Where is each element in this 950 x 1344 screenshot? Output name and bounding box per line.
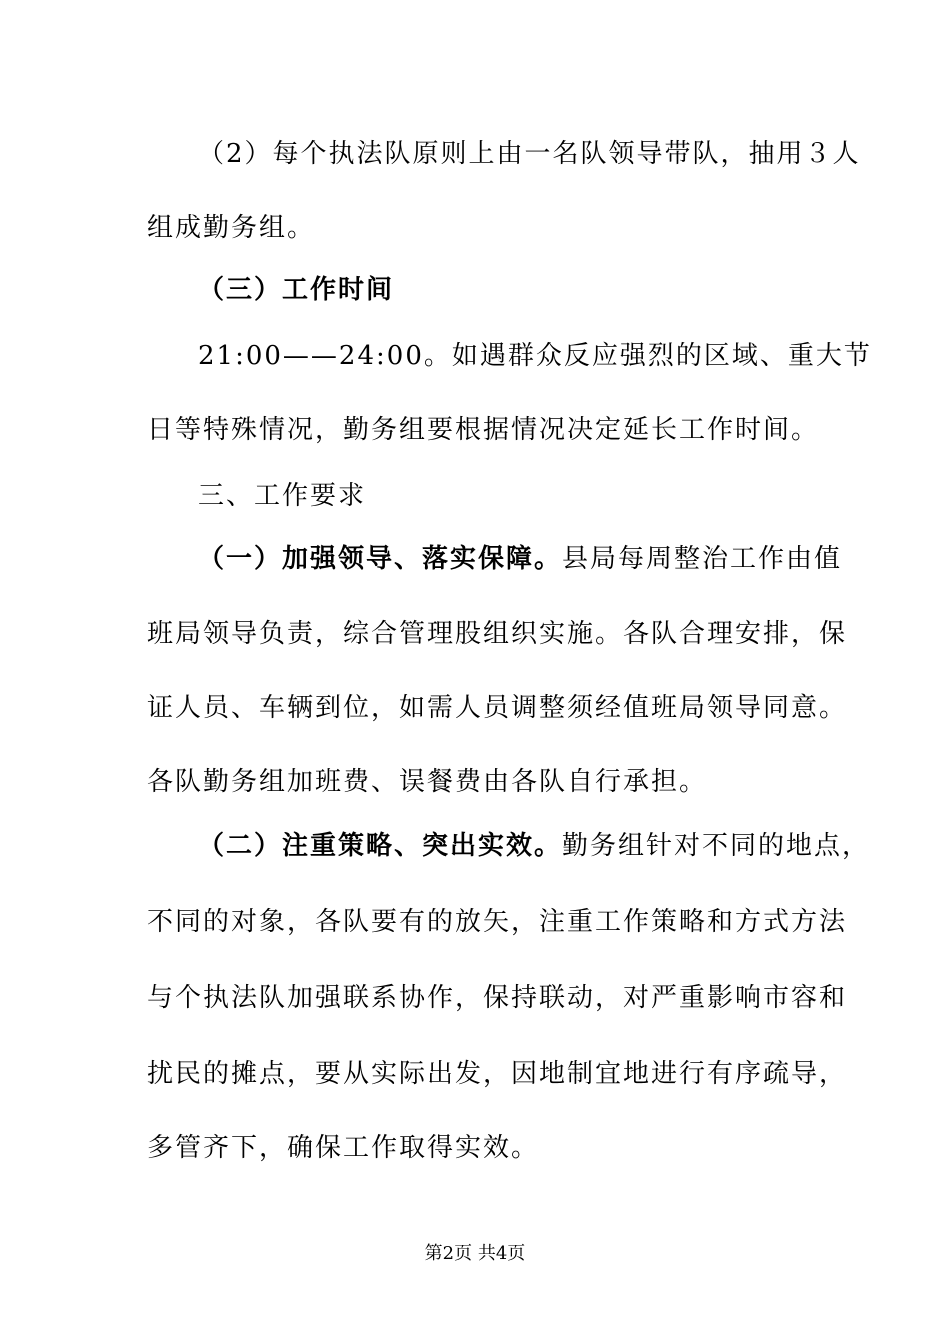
subheading-lead: （一）加强领导、落实保障。 [198, 544, 563, 574]
paragraph-line: 不同的对象，各队要有的放矢，注重工作策略和方式方法 [147, 907, 848, 937]
paragraph-line: 证人员、车辆到位，如需人员调整须经值班局领导同意。 [147, 693, 848, 723]
paragraph-line: 日等特殊情况，勤务组要根据情况决定延长工作时间。 [147, 415, 820, 445]
paragraph-text: 县局每周整治工作由值 [562, 544, 843, 574]
paragraph-line: （2）每个执法队原则上由一名队领导带队，抽用３人 [198, 139, 861, 169]
paragraph-line: 与个执法队加强联系协作，保持联动，对严重影响市容和 [147, 983, 848, 1013]
paragraph-line: 21:00——24:00。如遇群众反应强烈的区域、重大节 [198, 341, 872, 371]
paragraph-line [198, 543, 843, 575]
page-number-footer: 第2页 共4页 [424, 1243, 526, 1264]
section-heading: （三）工作时间 [198, 275, 395, 305]
paragraph-line [198, 830, 871, 862]
paragraph-line: 班局领导负责，综合管理股组织实施。各队合理安排，保 [147, 619, 848, 649]
section-heading: 三、工作要求 [198, 481, 367, 511]
paragraph-line: 各队勤务组加班费、误餐费由各队自行承担。 [147, 767, 708, 797]
paragraph-line: 扰民的摊点，要从实际出发，因地制宜地进行有序疏导， [147, 1059, 848, 1089]
paragraph-line: 组成勤务组。 [147, 213, 316, 243]
paragraph-line: 多管齐下，确保工作取得实效。 [147, 1133, 540, 1163]
subheading-lead: （二）注重策略、突出实效。 [198, 831, 563, 861]
paragraph-text: 勤务组针对不同的地点， [562, 831, 871, 861]
